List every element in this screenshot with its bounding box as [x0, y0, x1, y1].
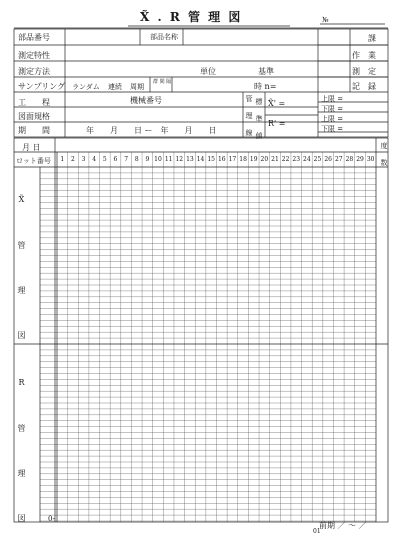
record-label: 記 録 [352, 82, 376, 91]
time-n-label: 時 n= [254, 82, 277, 91]
measure-label: 測 定 [352, 67, 376, 76]
sampling-random: ランダム [72, 83, 100, 91]
lot-column-number: 5 [102, 156, 107, 163]
lot-column-number: 30 [366, 156, 375, 163]
lot-column-number: 9 [145, 156, 150, 163]
machine-number-label: 機械番号 [130, 96, 162, 105]
period-dates: 年 月 日 ー 年 月 日 [86, 126, 217, 135]
form-code: 01 [313, 528, 321, 535]
work-label: 作 業 [352, 51, 376, 60]
control-line-label: 管 理 線 [245, 95, 253, 137]
x-upper-limit-label: 上限 = [321, 95, 344, 103]
drawing-spec-label: 図面規格 [18, 112, 50, 121]
process-label: 工 程 [18, 98, 50, 107]
section-label: 課 [368, 34, 376, 43]
lot-column-number: 2 [71, 156, 75, 163]
lot-number-label: ロット番号 [16, 157, 51, 165]
r-chart-zero-label: 0- [48, 515, 55, 523]
lot-column-number: 6 [113, 156, 118, 163]
standard-label: 基準 [258, 67, 274, 76]
lot-column-number: 23 [292, 156, 301, 163]
lot-column-number: 21 [271, 156, 279, 163]
lot-column-number: 17 [228, 156, 237, 163]
lot-column-number: 12 [175, 156, 184, 163]
standard-value-label: 標 準 値 [255, 98, 263, 140]
lot-column-number: 28 [345, 156, 354, 163]
lot-column-number: 3 [81, 156, 86, 163]
lot-column-number: 24 [303, 156, 311, 163]
lot-column-number: 18 [239, 156, 247, 163]
measurement-method-label: 測定方法 [18, 67, 50, 76]
r-prime-label: R' = [268, 119, 286, 128]
lot-column-number: 16 [217, 156, 226, 163]
lot-column-number: 20 [260, 156, 269, 163]
form-title: X̃ . R 管 理 図 [140, 10, 243, 24]
lot-column-number: 27 [334, 156, 343, 163]
lot-column-number: 8 [134, 156, 139, 163]
lot-column-number: 15 [207, 156, 215, 163]
lot-column-number: 25 [313, 156, 322, 163]
unit-label: 単位 [200, 67, 216, 76]
document-number-label: № [322, 16, 329, 24]
part-number-label: 部品番号 [18, 33, 50, 42]
lot-column-number: 29 [356, 156, 364, 163]
part-name-label: 部品名称 [150, 33, 178, 41]
term-label: 前期 ／ ～ ／ [319, 521, 367, 530]
r-lower-limit-label: 下限 = [321, 125, 344, 133]
frequency-label: 度 数 [380, 142, 388, 167]
x-chart-label: X̃ 管 理 図 [17, 195, 26, 353]
lot-column-number: 26 [324, 156, 332, 163]
period-label: 期 間 [18, 126, 50, 135]
lot-column-number: 22 [281, 156, 290, 163]
lot-column-number: 14 [196, 156, 205, 163]
measurement-property-label: 測定特性 [18, 51, 50, 60]
lot-column-number: 7 [124, 156, 129, 163]
r-upper-limit-label: 上限 = [321, 115, 344, 123]
lot-column-number: 10 [154, 156, 162, 163]
month-day-label: 月 日 [22, 143, 41, 152]
sampling-interval-label: 群 間 隔 [153, 79, 172, 85]
lot-column-number: 4 [92, 156, 97, 163]
x-prime-label: X̃' = [268, 99, 286, 108]
lot-column-number: 1 [60, 156, 65, 163]
lot-column-number: 19 [249, 156, 258, 163]
sampling-cycle: 周期 [130, 83, 144, 91]
sampling-consecutive: 連続 [108, 83, 122, 91]
lot-column-number: 13 [186, 156, 194, 163]
x-lower-limit-label: 下限 = [321, 105, 344, 113]
lot-column-number: 11 [164, 156, 173, 163]
r-chart-label: R 管 理 図 [17, 378, 26, 536]
sampling-label: サンプリング [18, 82, 66, 91]
